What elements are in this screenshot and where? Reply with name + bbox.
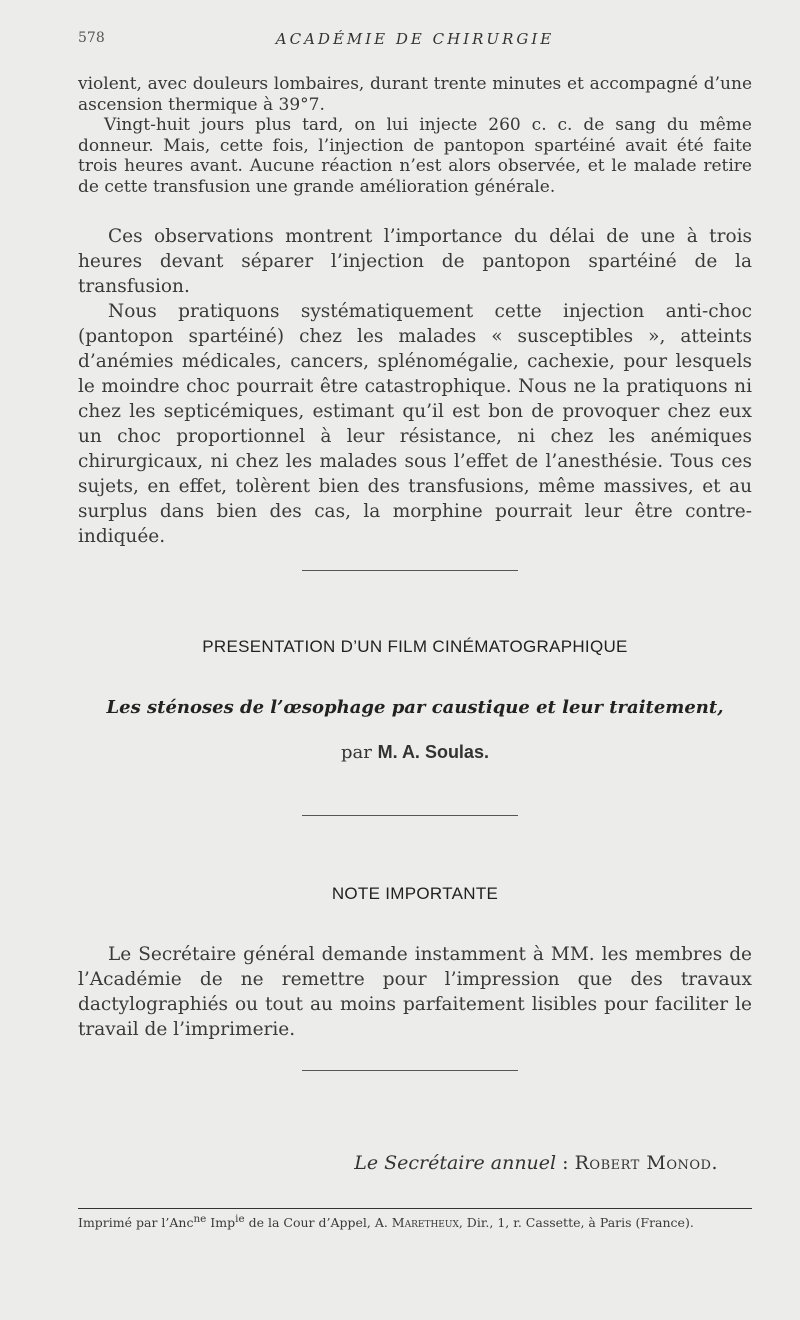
paragraph: Ces observations montrent l’importance du délai de une à trois heures devant séparer l’injection de pantopon spartéiné de la transfusion. — [78, 226, 752, 297]
imprint-text: Imprimé par l’Anc — [78, 1215, 194, 1231]
section-divider — [302, 1070, 518, 1071]
printer-imprint — [78, 1213, 758, 1230]
intro-text — [78, 74, 752, 197]
signature — [354, 1152, 718, 1174]
imprint-text: Imp — [206, 1215, 236, 1231]
signature-separator: : — [556, 1152, 575, 1174]
running-title: ACADÉMIE DE CHIRURGIE — [275, 30, 555, 48]
section-divider — [302, 815, 518, 816]
author-line — [78, 742, 752, 763]
author-name: M. A. Soulas. — [377, 742, 489, 762]
page-number: 578 — [78, 30, 105, 46]
imprint-superscript: ie — [235, 1213, 245, 1225]
page-header — [78, 30, 752, 52]
signature-name: Robert Monod. — [574, 1152, 718, 1174]
footer-divider — [78, 1208, 752, 1209]
imprint-text: , Dir., 1, r. Cassette, à Paris (France). — [458, 1215, 694, 1231]
note-heading: NOTE IMPORTANTE — [331, 884, 499, 903]
paragraph: Vingt-huit jours plus tard, on lui injecte 260 c. c. de sang du même donneur. Mais, cette fois, l’injection de pantopon spartéiné avait été faite trois heures avant. Aucune réaction n’est alors observée, et le malade retire de cette transfusion une grande amélioration générale. — [78, 115, 752, 197]
film-section-heading: PRESENTATION D’UN FILM CINÉMATOGRAPHIQUE — [202, 637, 628, 656]
main-text — [78, 224, 752, 549]
section-divider — [302, 570, 518, 571]
paragraph: Le Secrétaire général demande instamment à MM. les membres de l’Académie de ne remettre pour l’impression que des travaux dactylographiés ou tout au moins parfaitement lisibles pour faciliter le travail de l’imprimerie. — [78, 944, 752, 1040]
paragraph: Nous pratiquons systématiquement cette injection anti-choc (pantopon spartéiné) chez les malades « susceptibles », atteints d’anémies médicales, cancers, splénomégalie, cachexie, pour lesquels le moindre choc pourrait être catastrophique. Nous ne la pratiquons ni chez les septicémiques, estimant qu’il est bon de provoquer chez eux un choc proportionnel à leur résistance, ni chez les anémiques chirurgicaux, ni chez les malades sous l’effet de l’anesthésie. Tous ces sujets, en effet, tolèrent bien des transfusions, même massives, et au surplus dans bien des cas, la morphine pourrait leur être contre-indiquée. — [78, 301, 752, 547]
note-text-block — [78, 942, 752, 1042]
signature-role: Le Secrétaire annuel — [354, 1152, 557, 1174]
by-label: par — [341, 742, 372, 763]
printer-director: Maretheux — [391, 1215, 459, 1231]
imprint-text: de la Cour d’Appel, A. — [244, 1215, 392, 1231]
paragraph: violent, avec douleurs lombaires, durant trente minutes et accompagné d’une ascension thermique à 39°7. — [78, 74, 752, 115]
imprint-superscript: ne — [193, 1213, 207, 1225]
film-title: Les sténoses de l’œsophage par caustique et leur traitement, — [106, 697, 724, 718]
